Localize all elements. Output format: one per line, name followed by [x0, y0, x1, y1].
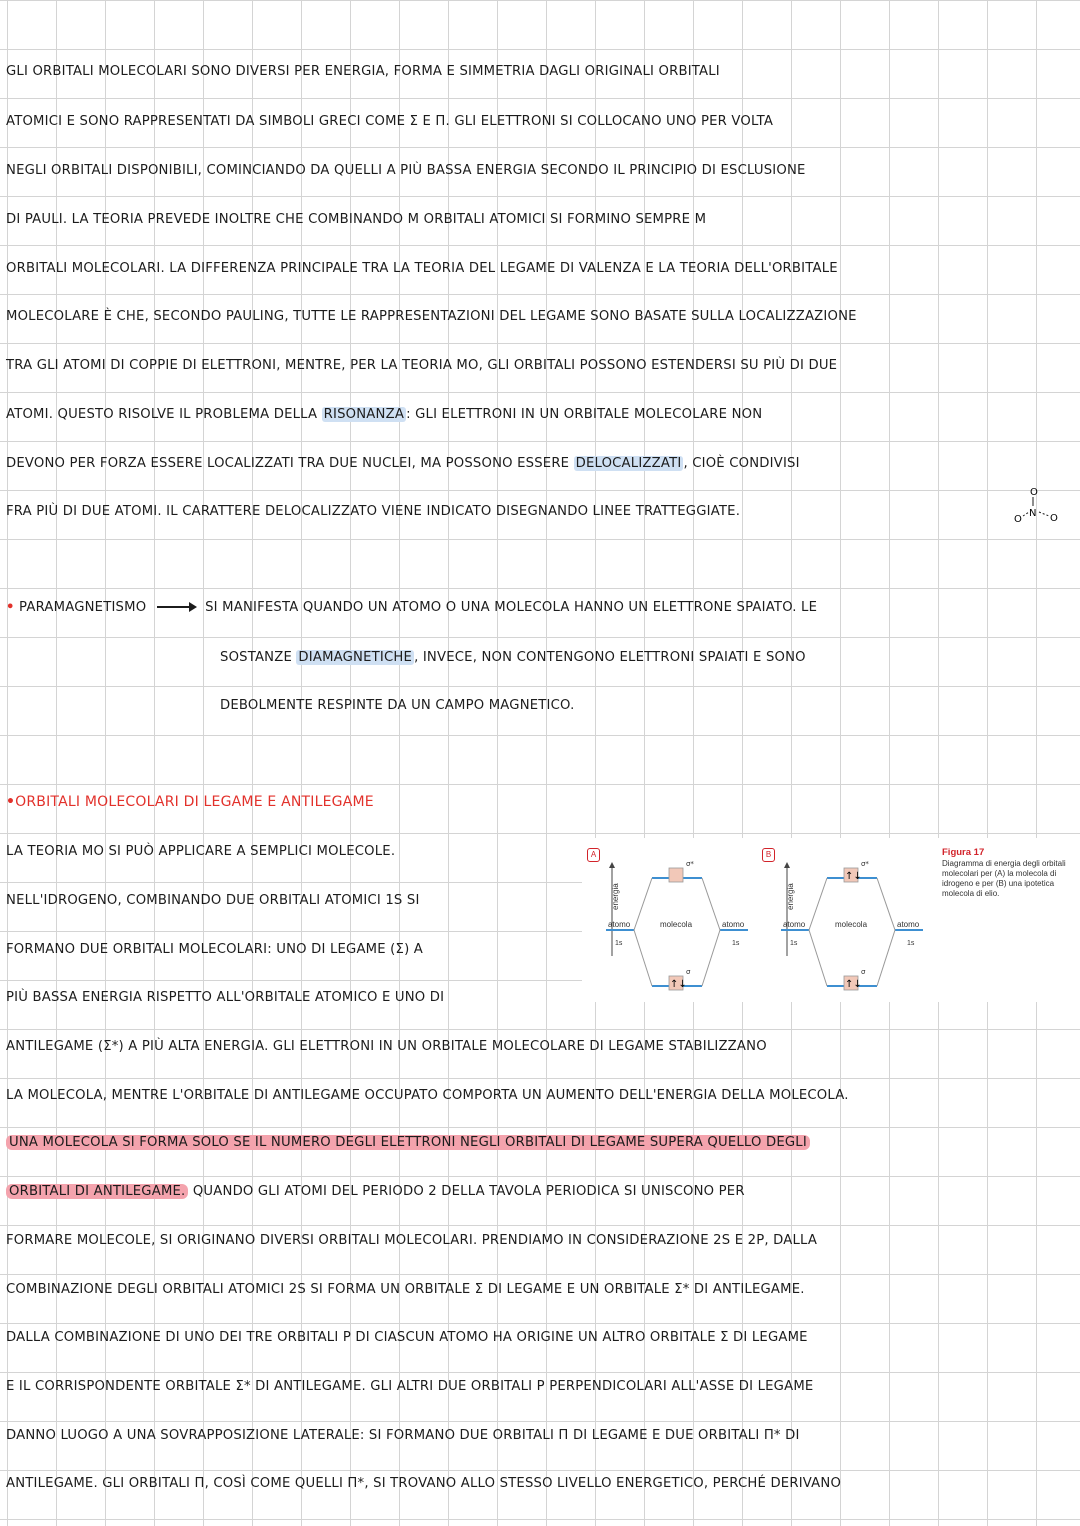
panel-b-connector [809, 878, 827, 930]
text-line-9-pre: DEVONO PER FORZA ESSERE LOCALIZZATI TRA DUE NUCLEI, MA POSSONO ESSERE [6, 456, 574, 471]
paramagnetismo-line-2-post: , INVECE, NON CONTENGONO ELETTRONI SPAIATI E SONO [414, 650, 806, 665]
highlight-rule-end: ORBITALI DI ANTILEGAME. [6, 1184, 188, 1199]
panel-b-connector [877, 930, 895, 986]
highlight-risonanza: RISONANZA [323, 407, 405, 422]
panel-a-connector [634, 878, 652, 930]
panel-a-axis-arrow-icon [609, 862, 615, 868]
highlight-line-2 [6, 1182, 745, 1202]
highlight-line-1 [6, 1133, 810, 1153]
panel-a-antibonding-box [669, 868, 683, 882]
text-line-3: NEGLI ORBITALI DISPONIBILI, COMINCIANDO DA QUELLI A PIÙ BASSA ENERGIA SECONDO IL PRINCIPIO DI ESCLUSIONE [6, 163, 806, 178]
highlight-diamagnetiche: DIAMAGNETICHE [298, 650, 413, 665]
panel-b-sigma-star-label: σ* [861, 860, 869, 868]
intro-line-1: LA TEORIA MO SI PUÒ APPLICARE A SEMPLICI MOLECOLE. [6, 844, 396, 859]
figure-caption [942, 848, 1077, 899]
paramagnetismo-definition: SI MANIFESTA QUANDO UN ATOMO O UNA MOLECOLA HANNO UN ELETTRONE SPAIATO. LE [205, 600, 818, 615]
text-line-9 [6, 454, 800, 474]
bond-dashed-right [1039, 512, 1049, 516]
intro-line-3: FORMANO DUE ORBITALI MOLECOLARI: UNO DI LEGAME (Σ) A [6, 942, 424, 957]
panel-a-sigma-label: σ [686, 968, 691, 976]
text-line-6: MOLECOLARE È CHE, SECONDO PAULING, TUTTE LE RAPPRESENTAZIONI DEL LEGAME SONO BASATE SULLA LOCALIZZAZIONE [6, 309, 857, 324]
panel-b-left-atom-label: atomo [783, 920, 806, 929]
paramagnetismo-term: PARAMAGNETISMO [19, 600, 147, 615]
panel-a-connector [634, 930, 652, 986]
panel-b-axis-label: energia [786, 883, 795, 910]
tail-line-5: DANNO LUOGO A UNA SOVRAPPOSIZIONE LATERALE: SI FORMANO DUE ORBITALI Π DI LEGAME E DUE ORBITALI Π* DI [6, 1428, 800, 1443]
section-title-text: ORBITALI MOLECOLARI DI LEGAME E ANTILEGAME [15, 794, 374, 810]
intro-line-2: NELL'IDROGENO, COMBINANDO DUE ORBITALI ATOMICI 1S SI [6, 893, 420, 908]
panel-b-left-1s: 1s [790, 940, 798, 947]
section-title [6, 792, 374, 812]
panel-a-connector [702, 878, 720, 930]
atom-o-top: O [1030, 487, 1038, 498]
panel-a-left-atom-label: atomo [608, 920, 631, 929]
figure-17 [582, 838, 1080, 1002]
panel-a-diagram [606, 860, 748, 990]
text-line-8 [6, 405, 762, 425]
panel-b-connector [877, 878, 895, 930]
panel-b-right-atom-label: atomo [897, 920, 920, 929]
text-line-2: ATOMICI E SONO RAPPRESENTATI DA SIMBOLI GRECI COME Σ E Π. GLI ELETTRONI SI COLLOCANO UNO PER VOLTA [6, 114, 774, 129]
text-line-5: ORBITALI MOLECOLARI. LA DIFFERENZA PRINCIPALE TRA LA TEORIA DEL LEGAME DI VALENZA E LA TEORIA DELL'ORBITALE [6, 261, 838, 276]
text-line-7: TRA GLI ATOMI DI COPPIE DI ELETTRONI, MENTRE, PER LA TEORIA MO, GLI ORBITALI POSSONO ESTENDERSI SU PIÙ DI DUE [6, 358, 838, 373]
atom-n: N [1029, 508, 1037, 519]
panel-b-molecule-label: molecola [835, 920, 868, 929]
highlight-delocalizzati: DELOCALIZZATI [575, 456, 682, 471]
panel-b-diagram [781, 860, 923, 990]
tail-line-4: E IL CORRISPONDENTE ORBITALE Σ* DI ANTILEGAME. GLI ALTRI DUE ORBITALI P PERPENDICOLARI ALL'ASSE DI LEGAME [6, 1379, 814, 1394]
paramagnetismo-line-3: DEBOLMENTE RESPINTE DA UN CAMPO MAGNETICO. [220, 698, 575, 713]
panel-a-left-1s: 1s [615, 940, 623, 947]
panel-a-axis-label: energia [611, 883, 620, 910]
body-line-1: ANTILEGAME (Σ*) A PIÙ ALTA ENERGIA. GLI ELETTRONI IN UN ORBITALE MOLECOLARE DI LEGAME STABILIZZANO [6, 1039, 767, 1054]
panel-a-right-atom-label: atomo [722, 920, 745, 929]
panel-a-right-1s: 1s [732, 940, 740, 947]
arrow-right-icon [157, 606, 195, 608]
tail-line-1: FORMARE MOLECOLE, SI ORIGINANO DIVERSI ORBITALI MOLECOLARI. PRENDIAMO IN CONSIDERAZIONE 2S E 2P, DALLA [6, 1233, 818, 1248]
panel-b-right-1s: 1s [907, 940, 915, 947]
figure-title: Figura 17 [942, 847, 985, 858]
after-highlight-text: QUANDO GLI ATOMI DEL PERIODO 2 DELLA TAVOLA PERIODICA SI UNISCONO PER [188, 1184, 745, 1199]
panel-b-bonding-electrons: ↑↓ [845, 979, 862, 990]
paramagnetismo-line-2 [220, 648, 806, 668]
text-line-8-post: : GLI ELETTRONI IN UN ORBITALE MOLECOLARE NON [406, 407, 763, 422]
panel-b-sigma-label: σ [861, 968, 866, 976]
panel-a-molecule-label: molecola [660, 920, 693, 929]
text-line-9-post: , CIOÈ CONDIVISI [683, 456, 800, 471]
atom-o-left: O [1014, 514, 1022, 525]
figure-caption-text: Diagramma di energia degli orbitali molecolari per (A) la molecola di idrogeno e per (B) una ipotetica molecola di elio. [942, 859, 1066, 898]
tail-line-6: ANTILEGAME. GLI ORBITALI Π, COSÌ COME QUELLI Π*, SI TROVANO ALLO STESSO LIVELLO ENERGETICO, PERCHÉ DERIVANO [6, 1476, 842, 1491]
text-line-10: FRA PIÙ DI DUE ATOMI. IL CARATTERE DELOCALIZZATO VIENE INDICATO DISEGNANDO LINEE TRATTEGGIATE. [6, 504, 741, 519]
tail-line-3: DALLA COMBINAZIONE DI UNO DEI TRE ORBITALI P DI CIASCUN ATOMO HA ORIGINE UN ALTRO ORBITALE Σ DI LEGAME [6, 1330, 808, 1345]
atom-o-right: O [1050, 513, 1058, 524]
tail-line-2: COMBINAZIONE DEGLI ORBITALI ATOMICI 2S SI FORMA UN ORBITALE Σ DI LEGAME E UN ORBITALE Σ* DI ANTILEGAME. [6, 1282, 805, 1297]
orbital-diagrams [582, 838, 942, 1002]
highlight-rule: UNA MOLECOLA SI FORMA SOLO SE IL NUMERO DEGLI ELETTRONI NEGLI ORBITALI DI LEGAME SUPERA QUELLO DEGLI [6, 1135, 810, 1150]
text-line-1: GLI ORBITALI MOLECOLARI SONO DIVERSI PER ENERGIA, FORMA E SIMMETRIA DAGLI ORIGINALI ORBITALI [6, 64, 720, 79]
panel-a-sigma-star-label: σ* [686, 860, 694, 868]
molecule-sketch [1012, 484, 1074, 528]
body-line-2: LA MOLECOLA, MENTRE L'ORBITALE DI ANTILEGAME OCCUPATO COMPORTA UN AUMENTO DELL'ENERGIA DELLA MOLECOLA. [6, 1088, 849, 1103]
bullet-icon: • [6, 600, 15, 615]
paramagnetismo-line [6, 598, 817, 618]
panel-a-letter: A [587, 848, 600, 862]
text-line-8-pre: ATOMI. QUESTO RISOLVE IL PROBLEMA DELLA [6, 407, 322, 422]
panel-a-bonding-electrons: ↑↓ [670, 979, 687, 990]
panel-b-axis-arrow-icon [784, 862, 790, 868]
text-line-4: DI PAULI. LA TEORIA PREVEDE INOLTRE CHE COMBINANDO M ORBITALI ATOMICI SI FORMINO SEMPRE M [6, 212, 707, 227]
panel-a-connector [702, 930, 720, 986]
panel-b-antibonding-electrons: ↑↓ [845, 871, 862, 882]
paramagnetismo-line-2-pre: SOSTANZE [220, 650, 297, 665]
panel-b-letter: B [762, 848, 775, 862]
panel-b-connector [809, 930, 827, 986]
section-bullet-icon: • [6, 794, 16, 810]
intro-line-4: PIÙ BASSA ENERGIA RISPETTO ALL'ORBITALE ATOMICO E UNO DI [6, 990, 445, 1005]
